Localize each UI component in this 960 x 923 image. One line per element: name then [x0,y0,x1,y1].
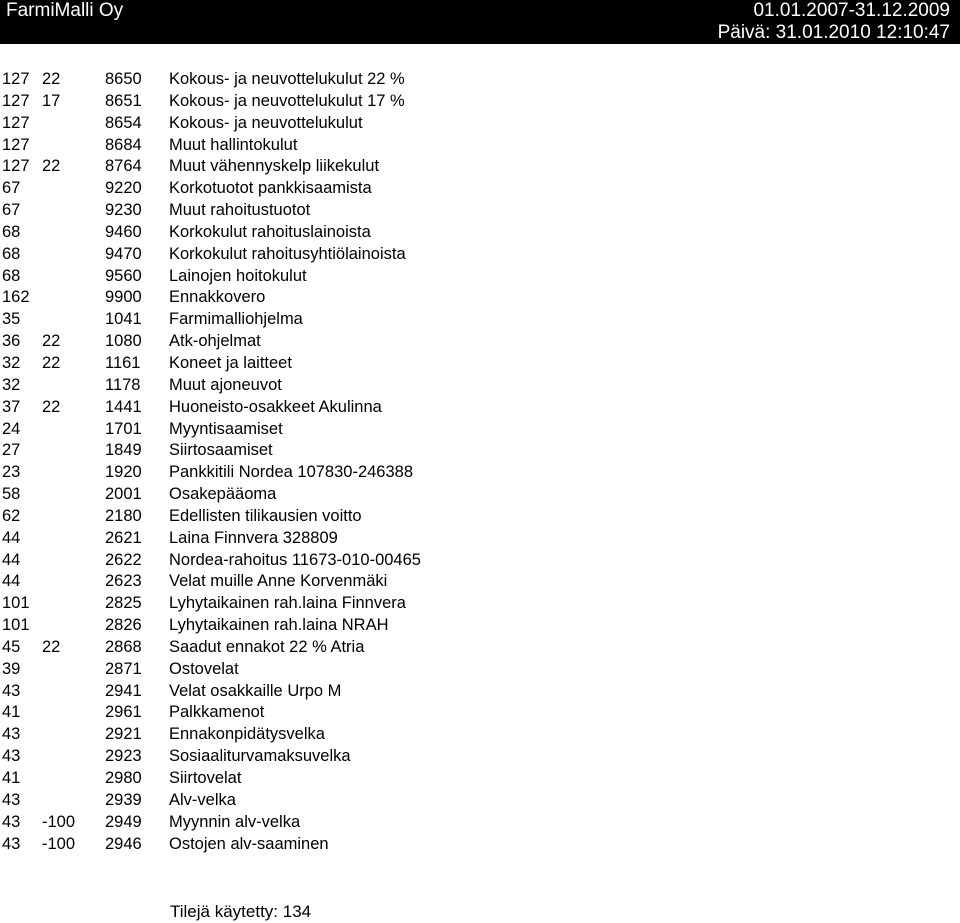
list-item [0,571,960,593]
row-code: 36 [2,332,21,351]
list-item [0,113,960,135]
row-account-name: Sosiaaliturvamaksuvelka [169,747,351,766]
row-code: 127 [2,113,30,132]
row-account-name: Farmimalliohjelma [169,310,303,329]
row-account-number: 2180 [105,506,142,525]
row-code: 35 [2,310,21,329]
list-item [0,419,960,441]
row-code: 43 [2,834,21,853]
list-item [0,768,960,790]
list-item [0,724,960,746]
row-vat: 22 [42,397,61,416]
row-code: 37 [2,397,21,416]
list-item [0,135,960,157]
row-account-number: 1161 [105,353,141,372]
list-item [0,91,960,113]
row-code: 24 [2,419,21,438]
list-item [0,244,960,266]
row-code: 127 [2,70,30,88]
row-code: 32 [2,375,21,394]
row-account-name: Kokous- ja neuvottelukulut 17 % [169,91,405,110]
row-account-name: Myyntisaamiset [169,419,283,438]
row-account-name: Ostojen alv-saaminen [169,834,329,853]
row-account-number: 2623 [105,572,142,591]
row-account-name: Ennakkovero [169,288,266,307]
row-code: 43 [2,725,21,744]
row-code: 41 [2,769,21,787]
row-account-name: Muut rahoitustuotot [169,201,311,220]
row-account-number: 9900 [105,288,142,307]
row-vat: 22 [42,637,61,656]
row-code: 43 [2,812,21,831]
row-account-name: Ennakonpidätysvelka [169,725,325,744]
row-account-number: 2001 [105,485,142,504]
row-account-number: 8651 [105,91,142,110]
row-account-name: Nordea-rahoitus 11673-010-00465 [169,550,421,569]
row-account-number: 2949 [105,812,142,831]
list-item [0,615,960,637]
row-code: 67 [2,201,21,220]
row-code: 43 [2,790,21,809]
row-vat: 22 [42,157,61,176]
row-account-name: Muut vähennyskelp liikekulut [169,157,380,176]
row-account-name: Huoneisto-osakkeet Akulinna [169,397,382,416]
row-code: 67 [2,179,21,198]
list-item [0,266,960,288]
row-account-name: Myynnin alv-velka [169,812,301,831]
row-account-number: 1041 [105,310,142,329]
row-account-number: 2923 [105,747,142,766]
list-item [0,790,960,812]
row-account-name: Siirtosaamiset [169,441,273,460]
list-item [0,375,960,397]
list-item [0,331,960,353]
row-code: 127 [2,91,30,110]
row-code: 43 [2,681,21,700]
row-code: 162 [2,288,30,307]
row-account-name: Pankkitili Nordea 107830-246388 [169,463,414,482]
list-item [0,69,960,91]
list-item [0,834,960,856]
list-item [0,484,960,506]
row-account-number: 1080 [105,332,142,351]
row-account-number: 2941 [105,681,142,700]
report-header [0,0,960,44]
row-account-name: Korkotuotot pankkisaamista [169,179,372,198]
row-account-number: 8650 [105,70,142,88]
list-item [0,681,960,703]
row-account-number: 9560 [105,266,142,285]
row-account-number: 2825 [105,594,142,613]
row-account-number: 1849 [105,441,142,460]
row-code: 127 [2,135,30,154]
row-code: 68 [2,266,21,285]
row-account-number: 9230 [105,201,142,220]
list-item [0,812,960,834]
row-code: 62 [2,506,21,525]
row-code: 41 [2,703,21,722]
row-account-name: Muut hallintokulut [169,135,298,154]
row-account-name: Alv-velka [169,790,236,809]
row-vat: 22 [42,70,61,88]
row-account-name: Atk-ohjelmat [169,332,261,351]
list-item [0,659,960,681]
row-account-name: Edellisten tilikausien voitto [169,506,362,525]
list-item [0,746,960,768]
list-item [0,702,960,724]
row-account-name: Velat osakkaille Urpo M [169,681,342,700]
row-account-number: 8764 [105,157,142,176]
row-account-name: Lyhytaikainen rah.laina Finnvera [169,594,406,613]
list-item [0,506,960,528]
row-account-name: Kokous- ja neuvottelukulut 22 % [169,70,405,88]
row-account-name: Korkokulut rahoituslainoista [169,222,371,241]
row-account-number: 2961 [105,703,142,722]
row-vat: 17 [42,91,61,110]
list-item [0,440,960,462]
row-account-number: 9460 [105,222,142,241]
list-item [0,550,960,572]
row-account-number: 2921 [105,725,142,744]
row-account-number: 2622 [105,550,142,569]
row-code: 23 [2,463,21,482]
row-account-number: 1441 [105,397,142,416]
row-account-number: 2826 [105,616,142,635]
row-account-name: Korkokulut rahoitusyhtiölainoista [169,244,406,263]
row-account-name: Siirtovelat [169,769,242,787]
row-vat: 22 [42,332,61,351]
row-vat: 22 [42,353,61,372]
list-item [0,353,960,375]
accounts-used-footer: Tilejä käytetty: 134 [170,902,312,921]
row-account-number: 8654 [105,113,142,132]
print-date: Päivä: 31.01.2010 12:10:47 [717,22,950,43]
row-account-number: 9220 [105,179,142,198]
list-item [0,397,960,419]
row-account-number: 2946 [105,834,142,853]
row-account-number: 2980 [105,769,142,787]
list-item [0,200,960,222]
row-code: 101 [2,594,30,613]
list-item [0,637,960,659]
row-account-name: Saadut ennakot 22 % Atria [169,637,365,656]
company-name: FarmiMalli Oy [6,0,124,21]
list-item [0,287,960,309]
row-account-number: 8684 [105,135,142,154]
row-account-name: Palkkamenot [169,703,265,722]
row-code: 58 [2,485,21,504]
row-vat: -100 [42,834,76,853]
row-code: 45 [2,637,21,656]
list-item [0,462,960,484]
row-account-number: 9470 [105,244,142,263]
row-account-name: Osakepääoma [169,485,277,504]
row-account-name: Kokous- ja neuvottelukulut [169,113,363,132]
row-code: 44 [2,550,21,569]
list-item [0,528,960,550]
row-account-number: 1701 [105,419,142,438]
row-account-number: 1178 [105,375,141,394]
row-account-name: Velat muille Anne Korvenmäki [169,572,388,591]
list-item [0,178,960,200]
row-account-name: Koneet ja laitteet [169,353,292,372]
account-list [0,69,960,855]
row-code: 127 [2,157,30,176]
row-code: 27 [2,441,21,460]
row-vat: -100 [42,812,76,831]
row-account-number: 1920 [105,463,142,482]
row-code: 101 [2,616,30,635]
list-item [0,156,960,178]
list-item [0,309,960,331]
row-code: 68 [2,244,21,263]
row-account-name: Lyhytaikainen rah.laina NRAH [169,616,389,635]
row-account-number: 2871 [105,659,142,678]
report-period: 01.01.2007-31.12.2009 [753,0,950,21]
list-item [0,222,960,244]
list-item [0,593,960,615]
row-code: 39 [2,659,21,678]
row-account-name: Laina Finnvera 328809 [169,528,338,547]
row-account-number: 2868 [105,637,142,656]
row-account-number: 2621 [105,528,142,547]
row-account-name: Muut ajoneuvot [169,375,282,394]
row-code: 43 [2,747,21,766]
row-account-name: Lainojen hoitokulut [169,266,307,285]
row-code: 44 [2,572,21,591]
row-code: 44 [2,528,21,547]
row-code: 32 [2,353,21,372]
row-code: 68 [2,222,21,241]
row-account-name: Ostovelat [169,659,239,678]
row-account-number: 2939 [105,790,142,809]
